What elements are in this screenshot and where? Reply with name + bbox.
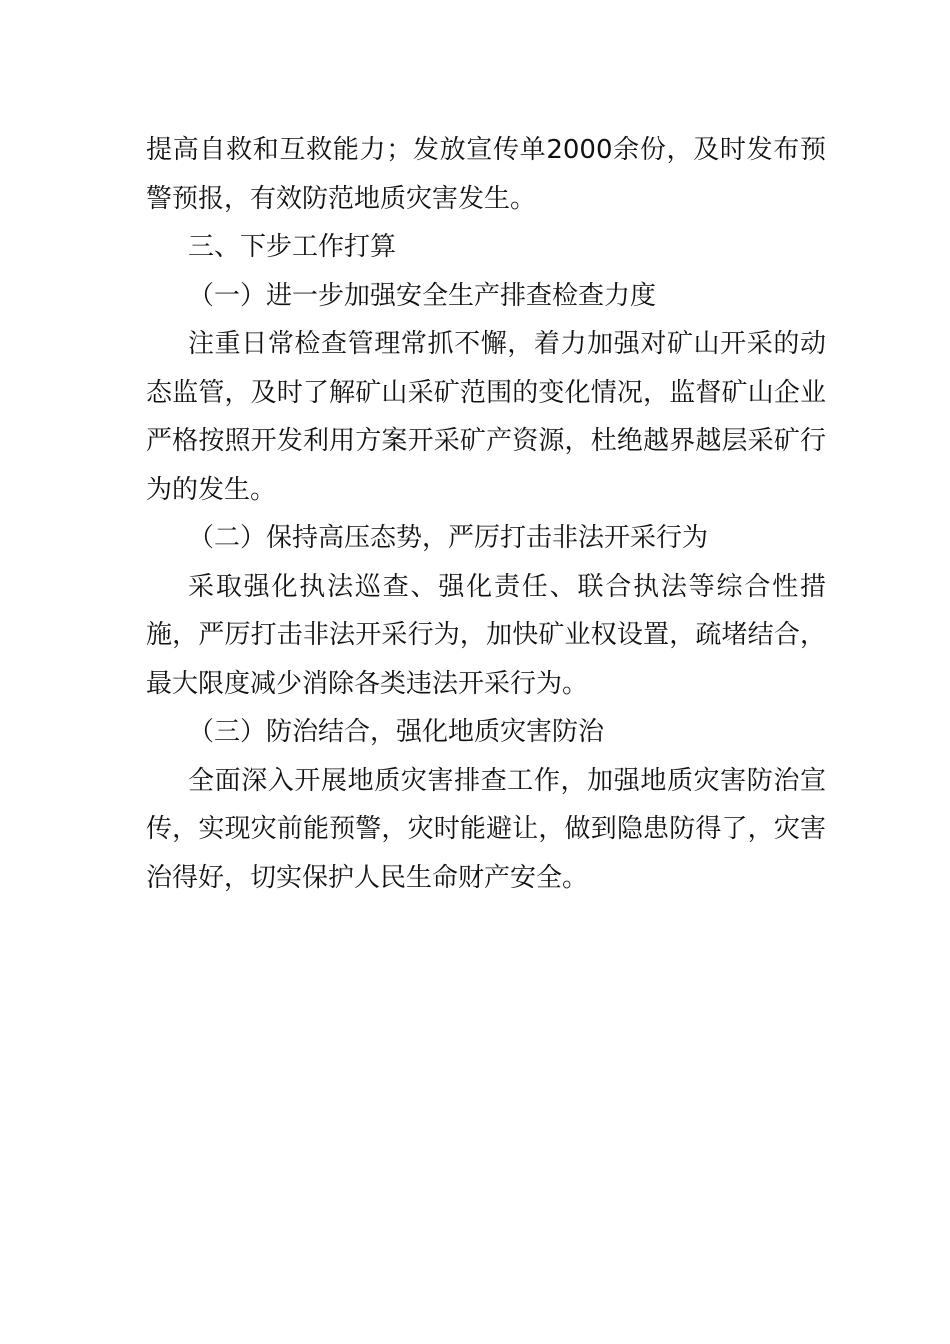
sub-heading-2: （二）保持高压态势，严厉打击非法开采行为 — [188, 523, 709, 553]
section-heading-next-steps: 三、下步工作打算 — [188, 232, 397, 262]
paragraph-body-3: 全面深入开展地质灾害排查工作，加强地质灾害防治宣传，实现灾前能预警，灾时能避让，做到隐患防得了，灾害治得好，切实保护人民生命财产安全。 — [146, 765, 826, 893]
paragraph-body-2: 采取强化执法巡查、强化责任、联合执法等综合性措施，严厉打击非法开采行为，加快矿业权设置，疏堵结合，最大限度减少消除各类违法开采行为。 — [146, 571, 826, 699]
document-body — [146, 126, 826, 902]
paragraph-continuation: 提高自救和互救能力；发放宣传单2000余份，及时发布预警预报，有效防范地质灾害发生。 — [146, 135, 826, 214]
sub-heading-1: （一）进一步加强安全生产排查检查力度 — [188, 280, 657, 311]
paragraph-body-1: 注重日常检查管理常抓不懈，着力加强对矿山开采的动态监管，及时了解矿山采矿范围的变化情况，监督矿山企业严格按照开发利用方案开采矿产资源，杜绝越界越层采矿行为的发生。 — [146, 329, 826, 505]
sub-heading-3: （三）防治结合，强化地质灾害防治 — [188, 717, 605, 747]
